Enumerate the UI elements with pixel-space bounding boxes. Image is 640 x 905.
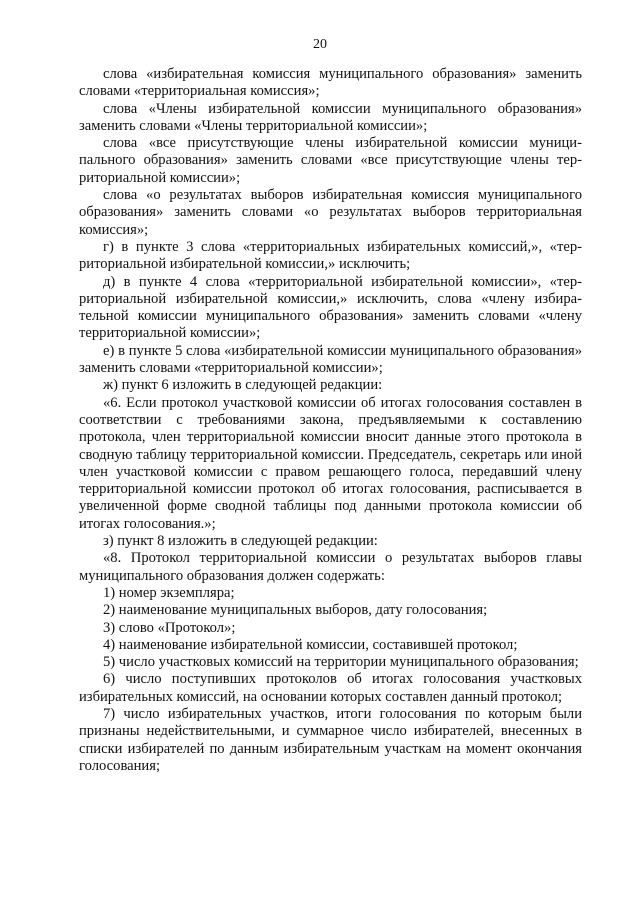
- document-body: [79, 66, 582, 775]
- paragraph: е) в пункте 5 слова «избирательной комиссии муниципального образования» заменить словами «территориальной комиссии»;: [79, 342, 582, 377]
- list-item: 3) слово «Протокол»;: [103, 619, 236, 636]
- list-item: 1) номер экземпляра;: [103, 584, 235, 601]
- page-number: 20: [313, 37, 327, 52]
- paragraph: ж) пункт 6 изложить в следующей редакции:: [103, 377, 383, 394]
- paragraph: слова «Члены избирательной комиссии муниципального образования» заменить словами «Члены территориальной комиссии»;: [79, 100, 582, 134]
- paragraph: г) в пункте 3 слова «территориальных избирательных комиссий,», «территориальной избирательной комиссии,» исключить;: [79, 238, 582, 273]
- list-item: 4) наименование избирательной комиссии, составившей протокол;: [103, 636, 518, 653]
- paragraph: слова «избирательная комиссия муниципального образования» заменить словами «территориальная комиссия»;: [79, 66, 582, 100]
- list-item: 6) число поступивших протоколов об итогах голосования участковых избирательных комиссий, на основании которых составлен данный протокол;: [79, 671, 582, 705]
- paragraph: з) пункт 8 изложить в следующей редакции:: [103, 533, 378, 550]
- list-item: 7) число избирательных участков, итоги голосования по которым были признаны недействительными, и суммарное число избирателей, внесенных в списки избирателей по данным избирательным участкам на момент окончания голосования;: [79, 705, 582, 774]
- paragraph: слова «все присутствующие члены избирательной комиссии муниципального образования» заменить словами «все присутствующие члены территориальной комиссии»;: [79, 135, 582, 186]
- quoted-paragraph: «8. Протокол территориальной комиссии о результатах выборов главы муниципального образования должен содержать:: [79, 550, 582, 584]
- paragraph: слова «о результатах выборов избирательная комиссия муниципального образования» заменить словами «о результатах выборов территориальная комиссия»;: [79, 187, 582, 238]
- list-item: 2) наименование муниципальных выборов, дату голосования;: [103, 602, 488, 619]
- quoted-paragraph: «6. Если протокол участковой комиссии об итогах голосования составлен в соответствии с требованиями закона, предъявляемыми к составлению протокола, член территориальной комиссии вносит данные этого протокола в сводную таблицу территориальной комиссии. Председатель, секретарь или иной член участковой комиссии с правом решающего голоса, передавший члену территориальной комиссии протокол об итогах голосования, расписывается в увеличенной форме сводной таблицы под данными протокола комиссии об итогах голосования.»;: [79, 394, 582, 532]
- paragraph: д) в пункте 4 слова «территориальной избирательной комиссии», «территориальной избирательной комиссии,» исключить, слова «члену избирательной комиссии муниципального образования» заменить словами «члену территориальной комиссии»;: [79, 273, 582, 342]
- list-item: 5) число участковых комиссий на территории муниципального образования;: [103, 654, 579, 671]
